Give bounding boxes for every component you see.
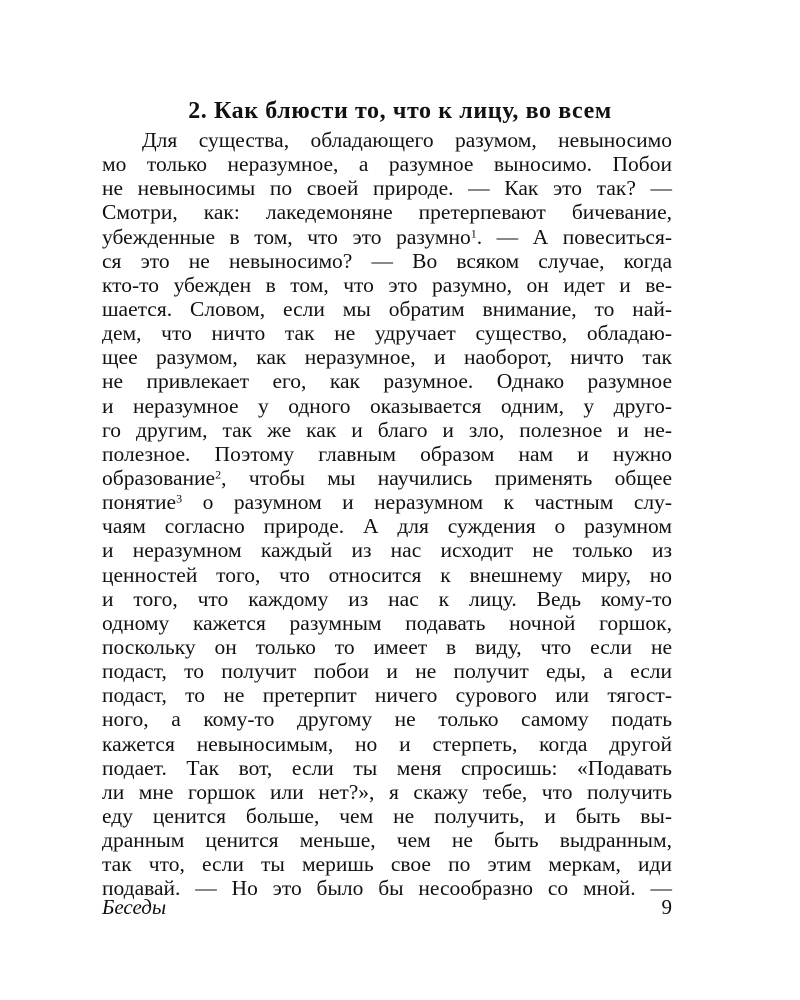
body-text: [102, 128, 672, 901]
text-line: щее разумом, как неразумное, и наоборот, ничто так: [102, 345, 672, 370]
text-line: ся это не невыносимо? — Во всяком случае, когда: [102, 248, 672, 273]
text-line: подаст, то получит побои и не получит еды, а если: [102, 659, 672, 684]
text-segment: образование: [102, 465, 216, 490]
text-line: и неразумном каждый из нас исходит не только из: [102, 538, 672, 563]
text-segment: , чтобы мы научились применять общее: [221, 465, 672, 490]
text-line: Для существа, обладающего разумом, невыносимо: [142, 128, 672, 152]
text-line: шается. Словом, если мы обратим внимание, то най-: [102, 296, 672, 321]
text-line: ного, а кому-то другому не только самому подать: [102, 707, 672, 732]
page-number: 9: [661, 895, 672, 919]
text-line: кажется невыносимым, но и стерпеть, когда другой: [102, 731, 672, 756]
footnote-ref-3: 3: [176, 491, 183, 506]
text-line: мо только неразумное, а разумное выносимо. Побои: [102, 152, 672, 177]
text-line: Смотри, как: лакедемоняне претерпевают бичевание,: [102, 200, 672, 225]
text-line: ли мне горшок или нет?», я скажу тебе, что получить: [102, 779, 672, 804]
text-line: ценностей того, что относится к внешнему миру, но: [102, 562, 672, 587]
text-line: кто-то убежден в том, что это разумно, он идет и ве-: [102, 272, 672, 297]
text-line: еду ценится больше, чем не получить, и быть вы-: [102, 803, 672, 828]
text-line: дранным ценится меньше, чем не быть выдранным,: [102, 828, 672, 853]
text-line: [102, 225, 672, 249]
text-line: одному кажется разумным подавать ночной горшок,: [102, 610, 672, 635]
text-segment: убежденные в том, что это разумно: [102, 224, 471, 249]
text-line: [102, 466, 672, 490]
text-line: подаст, то не претерпит ничего сурового или тягост-: [102, 683, 672, 708]
text-segment: понятие: [102, 490, 177, 515]
text-line: и неразумное у одного оказывается одним, у друго-: [102, 393, 672, 418]
text-line: полезное. Поэтому главным образом нам и нужно: [102, 441, 672, 466]
text-line: дем, что ничто так не удручает существо, обладаю-: [102, 321, 672, 346]
running-footer-title: Беседы: [102, 895, 167, 919]
text-line: подавай. — Но это было бы несообразно со мной. —: [102, 876, 672, 901]
text-segment: . — А повеситься-: [476, 224, 672, 249]
text-line: [102, 490, 672, 514]
text-line: не привлекает его, как разумное. Однако разумное: [102, 369, 672, 394]
text-line: подает. Так вот, если ты меня спросишь: «Подавать: [102, 755, 672, 780]
footnote-ref-2: 2: [215, 467, 222, 482]
text-line: чаям согласно природе. А для суждения о разумном: [102, 514, 672, 539]
text-line: го другим, так же как и благо и зло, полезное и не-: [102, 417, 672, 442]
text-segment: о разумном и неразумном к частным слу-: [182, 490, 672, 515]
text-line: не невыносимы по своей природе. — Как это так? —: [102, 176, 672, 201]
text-line: и того, что каждому из нас к лицу. Ведь кому-то: [102, 586, 672, 611]
text-line: поскольку он только то имеет в виду, что если не: [102, 634, 672, 659]
footnote-ref-1: 1: [470, 225, 477, 240]
text-line: так что, если ты меришь свое по этим меркам, иди: [102, 852, 672, 877]
section-heading: 2. Как блюсти то, что к лицу, во всем: [188, 98, 612, 124]
